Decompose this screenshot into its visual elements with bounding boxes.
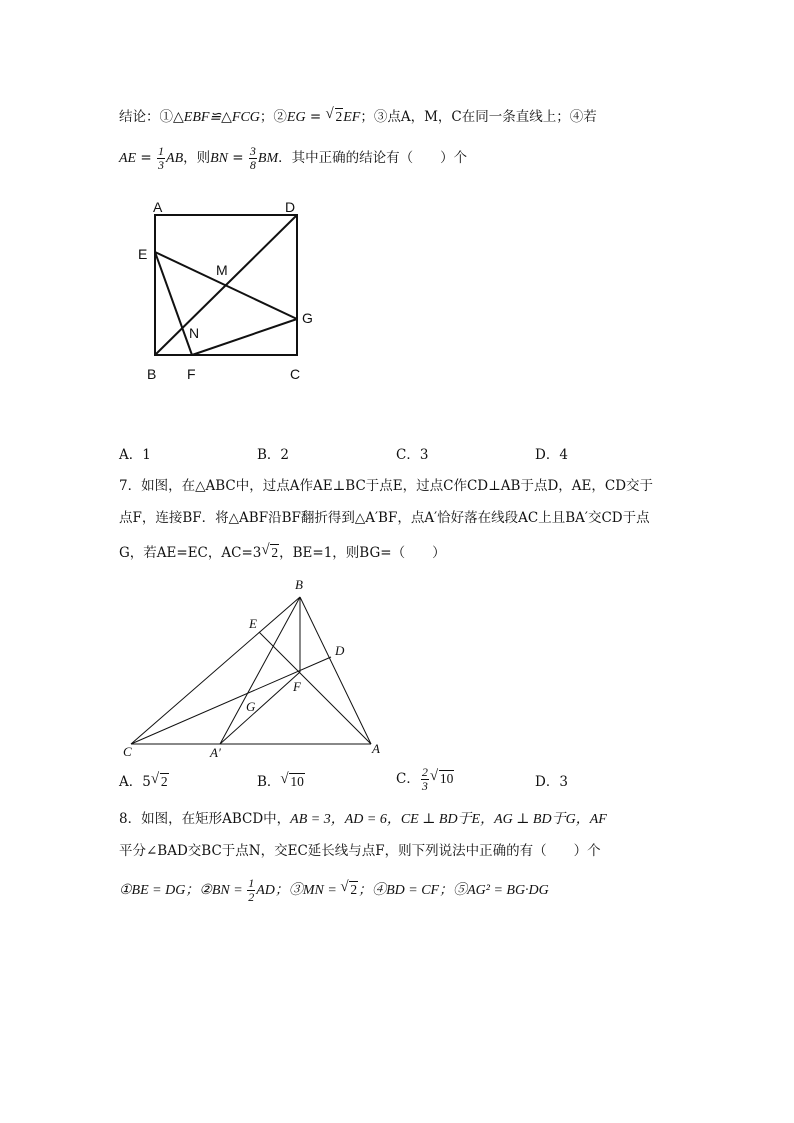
- segment-ae: [259, 632, 371, 744]
- segment-fg: [192, 319, 297, 355]
- q6-option-d[interactable]: D．4: [535, 447, 568, 463]
- segment-cd: [131, 657, 331, 744]
- q7-option-b[interactable]: [257, 772, 305, 792]
- q7-radicand: 2: [271, 545, 279, 560]
- q7-opt-a-sqrt: √ 2: [150, 771, 168, 789]
- label-E: E: [138, 246, 148, 262]
- q7-opt-a-radicand: 2: [160, 774, 168, 789]
- label-A-prime: A′: [210, 745, 221, 760]
- q8-line3: [119, 877, 549, 904]
- q8-s2-den: 2: [248, 890, 255, 904]
- q8-line1-b: AB = 3，AD = 6，CE ⊥ BD于E，AG ⊥ BD于G，AF: [290, 812, 607, 827]
- frac1-den: 3: [158, 158, 165, 172]
- segment-ba2: [220, 597, 300, 744]
- q8-s3-radicand: 2: [350, 882, 358, 897]
- c4-eq1: =: [136, 150, 157, 166]
- label-C: C: [290, 366, 301, 382]
- q8-s3-b: ；: [358, 883, 373, 898]
- c4-ae: AE: [119, 151, 137, 166]
- q7-opt-c-radicand: 10: [439, 771, 454, 786]
- q7-opt-c-num: 2: [421, 765, 428, 779]
- q7-option-d[interactable]: D．3: [535, 774, 568, 790]
- label-M: M: [216, 262, 228, 278]
- c4-num: ④: [569, 109, 584, 125]
- q6-option-b[interactable]: B．2: [257, 447, 290, 463]
- q7-line3-b: ，BE=1，则BG=（ ）: [279, 545, 446, 561]
- c4-ab: AB: [166, 151, 184, 166]
- q7-sqrt: √ 2: [261, 542, 279, 560]
- frac1-num: 1: [158, 144, 165, 158]
- c4-bn: BN: [210, 151, 229, 166]
- q7-triangle-figure: [0, 570, 794, 765]
- q8-s2-a: ②BN =: [199, 883, 247, 898]
- q7-opt-c-sqrt: √ 10: [429, 768, 454, 786]
- sep1: ；: [259, 109, 274, 125]
- q7-option-a[interactable]: [119, 772, 169, 792]
- segment-a2f: [220, 672, 300, 744]
- c4-eq2: =: [228, 150, 248, 166]
- sep2: ；: [360, 109, 374, 125]
- c2-eq: =: [305, 109, 326, 125]
- label-A: A: [153, 199, 163, 215]
- c3-text: 点A，M，C在同一条直线上；: [387, 109, 570, 125]
- q8-line1: [119, 809, 607, 830]
- q8-s2-frac: [247, 877, 255, 904]
- frac2-num: 3: [249, 144, 256, 158]
- label-B: B: [147, 366, 157, 382]
- c2-radicand: 2: [335, 109, 343, 124]
- c1-math: △EBF≌△FCG: [173, 110, 260, 125]
- frac2-den: 8: [249, 158, 256, 172]
- q7-opt-a-pre: A．5: [119, 774, 151, 790]
- q7-opt-c-den: 3: [421, 779, 428, 793]
- q8-s4: ④BD = CF；: [372, 883, 454, 898]
- q6-option-c[interactable]: C．3: [396, 447, 429, 463]
- c1-num: ①: [159, 109, 173, 125]
- q7-opt-b-radicand: 10: [290, 774, 304, 789]
- q8-line2: 平分∠BAD交BC于点N，交EC延长线与点F，则下列说法中正确的有（ ）个: [119, 843, 601, 859]
- label-F2: F: [293, 679, 301, 694]
- c2-math-left: EG: [286, 110, 306, 125]
- label-N: N: [189, 325, 200, 341]
- label-D2: D: [335, 643, 345, 658]
- q7-opt-b-sqrt: √ 10: [280, 771, 304, 789]
- c2-num: ②: [273, 109, 287, 125]
- segment-cb: [131, 597, 300, 744]
- q8-s2-b: AD；: [256, 883, 289, 898]
- label-B2: B: [295, 577, 303, 592]
- q8-s3-a: ③MN =: [288, 883, 341, 898]
- q7-option-c[interactable]: [396, 766, 454, 793]
- label-G: G: [302, 310, 313, 326]
- conclusion-prefix: 结论：: [119, 109, 160, 125]
- label-D: D: [285, 199, 296, 215]
- label-F: F: [187, 366, 196, 382]
- c2-sqrt: √ 2: [325, 106, 343, 124]
- q7-line3-a: G，若AE=EC，AC=3: [119, 545, 262, 561]
- c3-num: ③: [373, 109, 388, 125]
- label-C2: C: [123, 744, 132, 759]
- label-G2: G: [246, 699, 256, 714]
- c4-tail: ．其中正确的结论有（ ）个: [278, 150, 468, 166]
- c4-bm: BM: [257, 151, 279, 166]
- q7-line2: 点F，连接BF．将△ABF沿BF翻折得到△A′BF，点A′恰好落在线段AC上且BA′交CD于点: [119, 510, 650, 526]
- label-E2: E: [249, 616, 257, 631]
- q7-line1: 7．如图，在△ABC中，过点A作AE⊥BC于点E，过点C作CD⊥AB于点D，AE，CD交于: [119, 478, 654, 494]
- q7-opt-c-pre: C．: [396, 771, 420, 787]
- q7-opt-c-frac: [421, 766, 429, 793]
- segment-ba: [300, 597, 371, 744]
- c4-text: 若: [583, 109, 597, 125]
- label-A2: A: [372, 741, 380, 756]
- q8-s2-num: 1: [248, 876, 255, 890]
- q6-square-figure: [0, 0, 794, 420]
- q6-option-a[interactable]: A．1: [119, 447, 151, 463]
- c4-then: ，则: [183, 150, 211, 166]
- q8-s1: ①BE = DG；: [119, 883, 200, 898]
- q8-s5: ⑤AG² = BG·DG: [453, 883, 549, 898]
- q7-line3: [119, 543, 446, 563]
- q8-s3-sqrt: √ 2: [340, 879, 358, 897]
- q8-line1-a: 8．如图，在矩形ABCD中，: [119, 811, 291, 827]
- c2-math-right: EF: [343, 110, 361, 125]
- q7-opt-b-pre: B．: [257, 774, 281, 790]
